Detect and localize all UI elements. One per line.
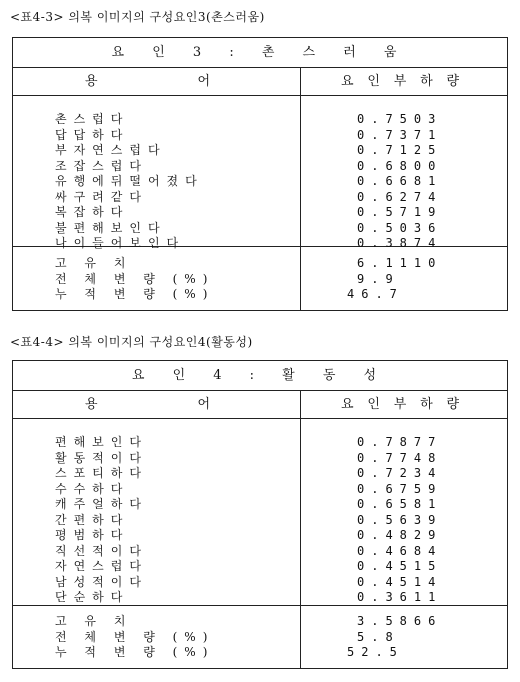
term-cell: 싸구려같다	[55, 189, 148, 204]
term-cell: 단순하다	[55, 590, 130, 604]
header-char: 인	[367, 397, 380, 412]
header-char: 요	[341, 397, 354, 412]
header-char: 요	[341, 74, 354, 89]
loading-cell: 0.4684	[357, 543, 443, 558]
loading-cell: 0.3874	[357, 236, 443, 250]
term-cell: 평범하다	[55, 528, 130, 542]
loading-cell: 0.7877	[357, 435, 443, 449]
column-header	[13, 68, 507, 96]
stat-label: 전 체 변 량 (%)	[55, 629, 215, 644]
header-char: 량	[446, 397, 459, 412]
stat-labels	[13, 247, 301, 310]
stat-values	[301, 606, 507, 668]
loading-cell: 0.6759	[357, 481, 443, 496]
header-char: 부	[393, 74, 407, 89]
term-cell: 캐주얼하다	[55, 497, 148, 511]
stat-value: 52.5	[347, 645, 404, 659]
header-char: 하	[420, 397, 433, 412]
header-char: 하	[420, 74, 433, 89]
stat-label: 누 적 변 량 (%)	[55, 287, 215, 301]
stats-section	[13, 247, 507, 310]
term-list	[13, 419, 301, 605]
table-caption: <표4-3> 의복 이미지의 구성요인3(촌스러움)	[10, 10, 265, 24]
factor-table	[12, 37, 508, 311]
stat-value: 6.1110	[357, 256, 443, 270]
term-cell: 편해보인다	[55, 435, 148, 449]
loading-cell: 0.6681	[357, 174, 443, 188]
header-char: 부	[393, 397, 407, 412]
term-cell: 수수하다	[55, 481, 130, 496]
term-cell: 나이들어보인다	[55, 236, 186, 250]
header-char: 용	[85, 74, 98, 89]
term-cell: 간편하다	[55, 512, 130, 527]
term-cell: 직선적이다	[55, 543, 148, 558]
loading-cell: 0.5036	[357, 220, 443, 235]
term-cell: 복잡하다	[55, 205, 130, 219]
term-cell: 유행에뒤떨어졌다	[55, 174, 204, 188]
stat-label: 전 체 변 량 (%)	[55, 271, 215, 286]
factor-title: 요 인 3 : 촌 스 러 움	[13, 38, 507, 68]
header-char: 어	[197, 74, 210, 89]
column-header	[13, 391, 507, 419]
header-char: 용	[85, 397, 98, 412]
term-cell: 활동적이다	[55, 450, 148, 465]
header-char: 어	[197, 397, 210, 412]
loading-cell: 0.6581	[357, 497, 443, 511]
factor-table	[12, 360, 508, 669]
stat-value: 3.5866	[357, 614, 443, 628]
loading-cell: 0.6274	[357, 189, 443, 204]
stat-value: 9.9	[357, 271, 400, 286]
stat-label: 누 적 변 량 (%)	[55, 645, 215, 659]
loading-cell: 0.7125	[357, 143, 443, 157]
stats-section	[13, 606, 507, 668]
loading-cell: 0.3611	[357, 590, 443, 604]
loading-cell: 0.4514	[357, 574, 443, 589]
loading-cell: 0.7748	[357, 450, 443, 465]
term-list	[13, 96, 301, 250]
loading-column-header	[301, 68, 507, 95]
loading-list	[301, 96, 507, 250]
stat-label: 고 유 치	[55, 256, 133, 270]
loading-list	[301, 419, 507, 605]
header-char: 인	[367, 74, 380, 89]
stat-value: 5.8	[357, 629, 400, 644]
stat-values	[301, 247, 507, 310]
term-column-header	[13, 68, 301, 95]
term-cell: 부자연스럽다	[55, 143, 167, 157]
loading-column-header	[301, 391, 507, 418]
term-cell: 조잡스럽다	[55, 158, 148, 173]
term-cell: 불편해보인다	[55, 220, 167, 235]
loading-cell: 0.5639	[357, 512, 443, 527]
loading-cell: 0.7503	[357, 112, 443, 126]
loading-cell: 0.4829	[357, 528, 443, 542]
items-section	[13, 96, 507, 250]
stat-labels	[13, 606, 301, 668]
header-char: 량	[446, 74, 459, 89]
stat-value: 46.7	[347, 287, 404, 301]
term-cell: 남성적이다	[55, 574, 148, 589]
term-cell: 촌스럽다	[55, 112, 130, 126]
loading-cell: 0.7234	[357, 466, 443, 480]
loading-cell: 0.6800	[357, 158, 443, 173]
items-section	[13, 419, 507, 606]
stat-label: 고 유 치	[55, 614, 133, 628]
table-caption: <표4-4> 의복 이미지의 구성요인4(활동성)	[10, 335, 253, 349]
term-column-header	[13, 391, 301, 418]
loading-cell: 0.5719	[357, 205, 443, 219]
term-cell: 자연스럽다	[55, 559, 148, 573]
loading-cell: 0.4515	[357, 559, 443, 573]
term-cell: 스포티하다	[55, 466, 148, 480]
factor-title: 요 인 4 : 활 동 성	[13, 361, 507, 391]
loading-cell: 0.7371	[357, 127, 443, 142]
term-cell: 답답하다	[55, 127, 130, 142]
